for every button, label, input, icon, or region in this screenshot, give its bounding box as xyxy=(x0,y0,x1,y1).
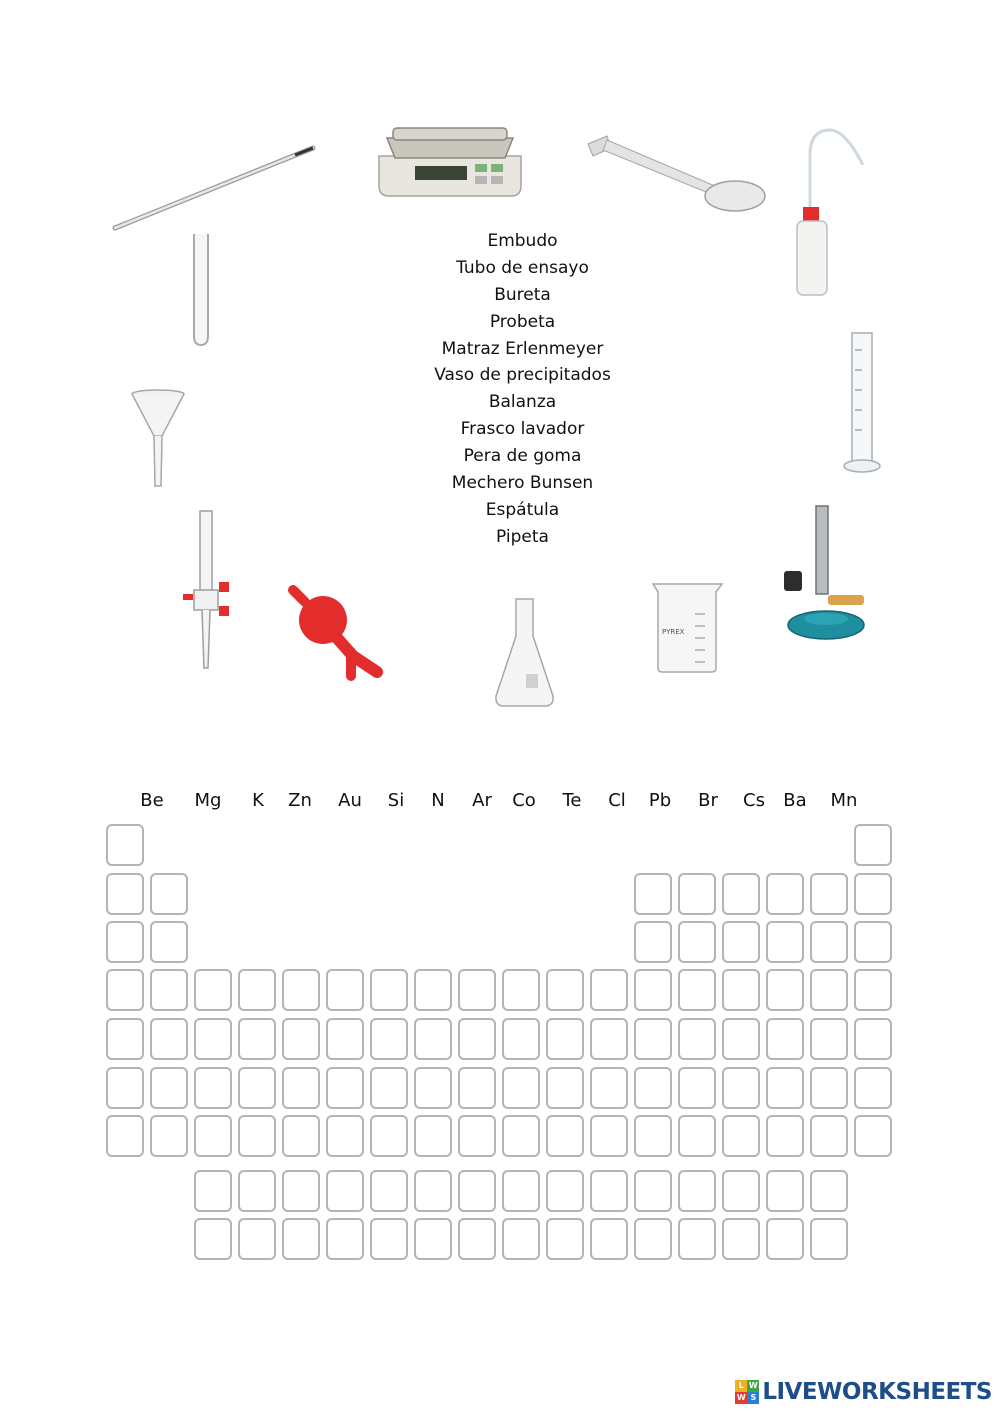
answer-cell[interactable] xyxy=(854,873,892,915)
answer-cell[interactable] xyxy=(766,1115,804,1157)
answer-cell[interactable] xyxy=(106,1067,144,1109)
answer-cell[interactable] xyxy=(106,873,144,915)
answer-cell[interactable] xyxy=(502,969,540,1011)
answer-cell[interactable] xyxy=(810,1218,848,1260)
answer-cell[interactable] xyxy=(370,1170,408,1212)
answer-cell[interactable] xyxy=(766,1218,804,1260)
answer-cell[interactable] xyxy=(150,969,188,1011)
answer-cell[interactable] xyxy=(634,1115,672,1157)
answer-cell[interactable] xyxy=(194,1115,232,1157)
answer-cell[interactable] xyxy=(678,873,716,915)
answer-cell[interactable] xyxy=(590,1170,628,1212)
answer-cell[interactable] xyxy=(854,1115,892,1157)
answer-cell[interactable] xyxy=(238,1018,276,1060)
test-tube-image xyxy=(190,232,212,348)
answer-cell[interactable] xyxy=(150,921,188,963)
answer-cell[interactable] xyxy=(194,1170,232,1212)
answer-cell[interactable] xyxy=(678,1115,716,1157)
answer-cell[interactable] xyxy=(282,1218,320,1260)
answer-cell[interactable] xyxy=(238,969,276,1011)
answer-cell[interactable] xyxy=(590,1218,628,1260)
word-list-item: Pipeta xyxy=(496,526,549,547)
answer-cell[interactable] xyxy=(722,873,760,915)
word-list xyxy=(380,228,665,551)
word-list-item: Vaso de precipitados xyxy=(434,365,611,386)
answer-cell[interactable] xyxy=(414,1218,452,1260)
answer-cell[interactable] xyxy=(634,873,672,915)
answer-cell[interactable] xyxy=(634,1018,672,1060)
answer-cell[interactable] xyxy=(150,1115,188,1157)
answer-cell[interactable] xyxy=(502,1218,540,1260)
answer-cell[interactable] xyxy=(854,1067,892,1109)
answer-cell[interactable] xyxy=(414,969,452,1011)
symbol-token-n[interactable]: N xyxy=(431,790,445,811)
graduated-cylinder-image xyxy=(840,330,885,475)
beaker-label: PYREX xyxy=(662,628,685,636)
answer-cell[interactable] xyxy=(766,1067,804,1109)
answer-cell[interactable] xyxy=(502,1067,540,1109)
answer-cell[interactable] xyxy=(810,921,848,963)
answer-cell[interactable] xyxy=(678,1018,716,1060)
answer-cell[interactable] xyxy=(678,969,716,1011)
answer-cell[interactable] xyxy=(766,1170,804,1212)
answer-cell[interactable] xyxy=(678,1067,716,1109)
answer-cell[interactable] xyxy=(238,1115,276,1157)
word-list-item: Bureta xyxy=(494,284,551,305)
rubber-bulb-image xyxy=(285,580,395,682)
beaker-image xyxy=(650,580,725,676)
answer-cell[interactable] xyxy=(458,1067,496,1109)
answer-cell[interactable] xyxy=(194,969,232,1011)
symbol-token-be[interactable]: Be xyxy=(140,790,164,811)
answer-cell[interactable] xyxy=(370,1218,408,1260)
symbol-token-cs[interactable]: Cs xyxy=(743,790,765,811)
word-list-item: Pera de goma xyxy=(463,446,582,467)
answer-cell[interactable] xyxy=(678,1218,716,1260)
answer-cell[interactable] xyxy=(634,1067,672,1109)
answer-cell[interactable] xyxy=(634,921,672,963)
answer-cell[interactable] xyxy=(238,1218,276,1260)
answer-cell[interactable] xyxy=(590,969,628,1011)
symbol-token-mn[interactable]: Mn xyxy=(830,790,858,811)
answer-cell[interactable] xyxy=(106,969,144,1011)
answer-cell[interactable] xyxy=(370,1018,408,1060)
answer-cell[interactable] xyxy=(194,1218,232,1260)
answer-cell[interactable] xyxy=(590,1115,628,1157)
liveworksheets-mark-icon: L W W S xyxy=(736,1381,758,1402)
word-list-item: Probeta xyxy=(489,311,556,332)
answer-cell[interactable] xyxy=(810,969,848,1011)
answer-cell[interactable] xyxy=(546,1067,584,1109)
answer-cell[interactable] xyxy=(326,969,364,1011)
answer-cell[interactable] xyxy=(106,1018,144,1060)
burette-image xyxy=(180,508,232,676)
answer-cell[interactable] xyxy=(458,969,496,1011)
word-list-item: Balanza xyxy=(488,392,557,413)
symbol-token-ar[interactable]: Ar xyxy=(472,790,492,811)
symbol-token-ba[interactable]: Ba xyxy=(783,790,807,811)
answer-cell[interactable] xyxy=(106,824,144,866)
word-list-item: Tubo de ensayo xyxy=(456,257,589,278)
wash-bottle-image xyxy=(785,125,875,300)
answer-cell[interactable] xyxy=(106,1115,144,1157)
answer-cell[interactable] xyxy=(854,969,892,1011)
answer-cell[interactable] xyxy=(370,1115,408,1157)
answer-cell[interactable] xyxy=(326,1067,364,1109)
answer-cell[interactable] xyxy=(634,1218,672,1260)
word-list-item: Frasco lavador xyxy=(460,419,585,440)
liveworksheets-logo xyxy=(735,1379,992,1405)
symbol-token-mg[interactable]: Mg xyxy=(194,790,222,811)
answer-cell[interactable] xyxy=(282,1115,320,1157)
symbol-token-au[interactable]: Au xyxy=(338,790,362,811)
answer-cell[interactable] xyxy=(326,1018,364,1060)
answer-cell[interactable] xyxy=(238,1067,276,1109)
answer-cell[interactable] xyxy=(546,1218,584,1260)
answer-cell[interactable] xyxy=(678,921,716,963)
answer-cell[interactable] xyxy=(854,921,892,963)
answer-cell[interactable] xyxy=(766,921,804,963)
symbol-token-co[interactable]: Co xyxy=(512,790,536,811)
answer-cell[interactable] xyxy=(106,921,144,963)
symbol-token-br[interactable]: Br xyxy=(698,790,718,811)
pipette-image xyxy=(110,140,320,235)
answer-cell[interactable] xyxy=(590,1018,628,1060)
answer-cell[interactable] xyxy=(722,1018,760,1060)
symbol-token-cl[interactable]: Cl xyxy=(608,790,626,811)
word-list-item: Matraz Erlenmeyer xyxy=(441,338,604,359)
answer-cell[interactable] xyxy=(722,969,760,1011)
answer-cell[interactable] xyxy=(854,824,892,866)
answer-cell[interactable] xyxy=(810,1115,848,1157)
symbol-token-pb[interactable]: Pb xyxy=(648,790,672,811)
answer-cell[interactable] xyxy=(810,873,848,915)
answer-cell[interactable] xyxy=(766,1018,804,1060)
answer-cell[interactable] xyxy=(458,1218,496,1260)
answer-cell[interactable] xyxy=(810,1170,848,1212)
answer-cell[interactable] xyxy=(326,1170,364,1212)
answer-cell[interactable] xyxy=(370,1067,408,1109)
answer-cell[interactable] xyxy=(810,1067,848,1109)
answer-cell[interactable] xyxy=(414,1018,452,1060)
answer-cell[interactable] xyxy=(546,1115,584,1157)
answer-cell[interactable] xyxy=(546,1170,584,1212)
word-list-item: Espátula xyxy=(485,499,560,520)
spatula-image xyxy=(585,128,770,218)
answer-cell[interactable] xyxy=(414,1115,452,1157)
answer-cell[interactable] xyxy=(326,1218,364,1260)
answer-cell[interactable] xyxy=(414,1170,452,1212)
answer-cell[interactable] xyxy=(722,1115,760,1157)
answer-cell[interactable] xyxy=(458,1115,496,1157)
symbol-token-zn[interactable]: Zn xyxy=(288,790,312,811)
word-list-item: Mechero Bunsen xyxy=(451,473,594,494)
balance-image xyxy=(375,120,525,202)
answer-cell[interactable] xyxy=(810,1018,848,1060)
answer-cell[interactable] xyxy=(766,969,804,1011)
answer-cell[interactable] xyxy=(634,969,672,1011)
funnel-image xyxy=(128,388,188,490)
answer-cell[interactable] xyxy=(590,1067,628,1109)
symbol-token-te[interactable]: Te xyxy=(562,790,582,811)
answer-cell[interactable] xyxy=(150,873,188,915)
answer-cell[interactable] xyxy=(194,1067,232,1109)
answer-cell[interactable] xyxy=(766,873,804,915)
answer-cell[interactable] xyxy=(634,1170,672,1212)
answer-cell[interactable] xyxy=(502,1170,540,1212)
answer-cell[interactable] xyxy=(326,1115,364,1157)
word-list-item: Embudo xyxy=(487,231,558,251)
erlenmeyer-flask-image xyxy=(492,596,557,711)
answer-cell[interactable] xyxy=(282,969,320,1011)
answer-cell[interactable] xyxy=(370,969,408,1011)
answer-cell[interactable] xyxy=(722,1067,760,1109)
answer-cell[interactable] xyxy=(678,1170,716,1212)
answer-cell[interactable] xyxy=(722,1218,760,1260)
answer-cell[interactable] xyxy=(282,1018,320,1060)
answer-cell[interactable] xyxy=(722,921,760,963)
answer-cell[interactable] xyxy=(854,1018,892,1060)
answer-cell[interactable] xyxy=(282,1170,320,1212)
answer-cell[interactable] xyxy=(722,1170,760,1212)
liveworksheets-wordmark: LIVEWORKSHEETS xyxy=(762,1379,992,1405)
answer-cell[interactable] xyxy=(282,1067,320,1109)
answer-cell[interactable] xyxy=(546,1018,584,1060)
symbol-token-si[interactable]: Si xyxy=(387,790,405,811)
answer-cell[interactable] xyxy=(238,1170,276,1212)
answer-cell[interactable] xyxy=(150,1067,188,1109)
answer-cell[interactable] xyxy=(414,1067,452,1109)
bunsen-burner-image xyxy=(782,503,870,645)
answer-cell[interactable] xyxy=(194,1018,232,1060)
answer-cell[interactable] xyxy=(458,1170,496,1212)
answer-cell[interactable] xyxy=(502,1018,540,1060)
symbol-row xyxy=(0,790,1000,818)
symbol-token-k[interactable]: K xyxy=(252,790,264,811)
answer-cell[interactable] xyxy=(502,1115,540,1157)
answer-cell[interactable] xyxy=(458,1018,496,1060)
answer-cell[interactable] xyxy=(546,969,584,1011)
answer-cell[interactable] xyxy=(150,1018,188,1060)
